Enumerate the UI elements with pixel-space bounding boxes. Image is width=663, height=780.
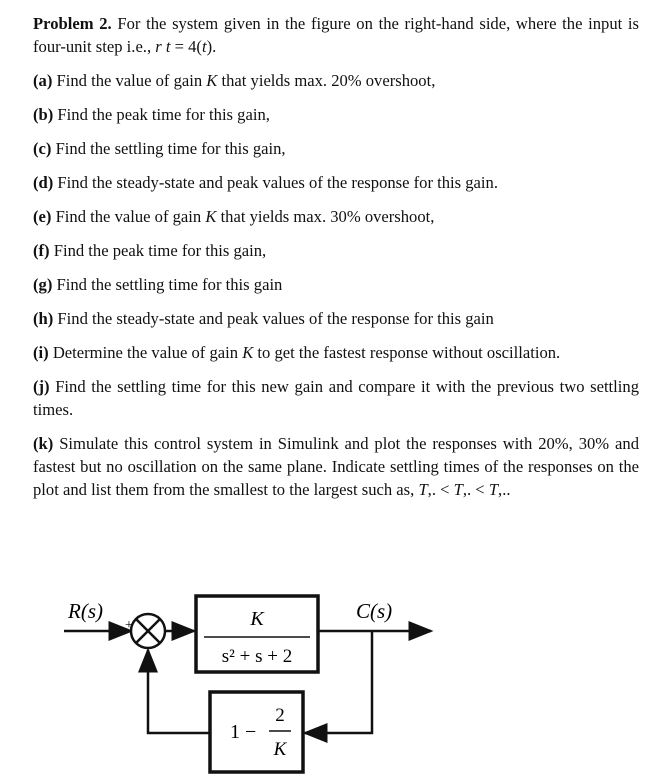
item-label: (i) (33, 343, 49, 362)
item-text: Find the settling time for this new gain and compare it with the previous two settling times. (33, 377, 639, 419)
forward-numerator: K (250, 608, 264, 630)
item-b (33, 103, 639, 126)
item-e (33, 205, 639, 228)
item-text: Find the peak time for this gain, (53, 105, 270, 124)
item-i (33, 341, 639, 364)
forward-denominator: s² + s + 2 (221, 646, 293, 667)
item-label: (k) (33, 434, 54, 453)
item-text: Find the settling time for this gain, (51, 139, 286, 158)
item-text: to get the fastest response without oscillation. (253, 343, 561, 362)
item-text: Simulate this control system in Simulink and plot the responses with 20%, 30% and fastest but no oscillation on the same plane. Indicate settling times of the responses on the plot and list them from the smallest to the largest such as, (33, 434, 639, 499)
item-label: (c) (33, 139, 52, 158)
plus-sign: + (125, 618, 133, 633)
input-end: ). (206, 37, 217, 56)
item-text: Find the value of gain (51, 207, 206, 226)
input-t: t (161, 37, 171, 56)
problem-intro: For the system given in the figure on the right-hand side, where the input is four-unit step i.e., (33, 14, 639, 56)
settling-t: T (418, 480, 428, 499)
gain-k: K (206, 71, 218, 90)
input-t2: t (201, 37, 207, 56)
feedback-block (210, 692, 303, 772)
gain-k: K (205, 207, 217, 226)
item-label: (f) (33, 241, 50, 260)
item-text: ,. < (427, 480, 454, 499)
feedback-denominator: K (273, 739, 287, 760)
item-label: (j) (33, 377, 50, 396)
item-text: Determine the value of gain (48, 343, 243, 362)
feedback-numerator: 2 (275, 705, 285, 726)
block-diagram (0, 580, 663, 780)
input-eq: = 4( (170, 37, 202, 56)
item-d (33, 171, 639, 194)
item-text: ,.. (498, 480, 511, 499)
item-text: that yields max. 30% overshoot, (216, 207, 435, 226)
gain-k: K (242, 343, 254, 362)
item-text: that yields max. 20% overshoot, (217, 71, 436, 90)
item-label: (d) (33, 173, 54, 192)
item-label: (e) (33, 207, 52, 226)
settling-t: T (453, 480, 463, 499)
item-text: Find the steady-state and peak values of the response for this gain (53, 309, 494, 328)
item-label: (b) (33, 105, 54, 124)
item-text: Find the settling time for this gain (52, 275, 283, 294)
item-f (33, 239, 639, 262)
output-label: C(s) (356, 599, 393, 623)
item-text: Find the value of gain (52, 71, 207, 90)
item-k (33, 432, 639, 501)
input-r: r (155, 37, 162, 56)
item-h (33, 307, 639, 330)
item-g (33, 273, 639, 296)
forward-block (196, 596, 318, 672)
problem-label: Problem 2. (33, 14, 112, 33)
item-text: Find the peak time for this gain, (49, 241, 267, 260)
problem-text (33, 12, 639, 512)
item-a (33, 69, 639, 92)
settling-t: T (488, 480, 499, 499)
item-j (33, 375, 639, 421)
item-label: (g) (33, 275, 53, 294)
item-c (33, 137, 639, 160)
item-text: Find the steady-state and peak values of the response for this gain. (53, 173, 498, 192)
feedback-one: 1 − (230, 721, 257, 743)
item-label: (a) (33, 71, 53, 90)
problem-statement (33, 12, 639, 58)
item-text: ,. < (462, 480, 489, 499)
summing-junction (131, 614, 165, 648)
input-label: R(s) (68, 599, 103, 623)
item-label: (h) (33, 309, 54, 328)
